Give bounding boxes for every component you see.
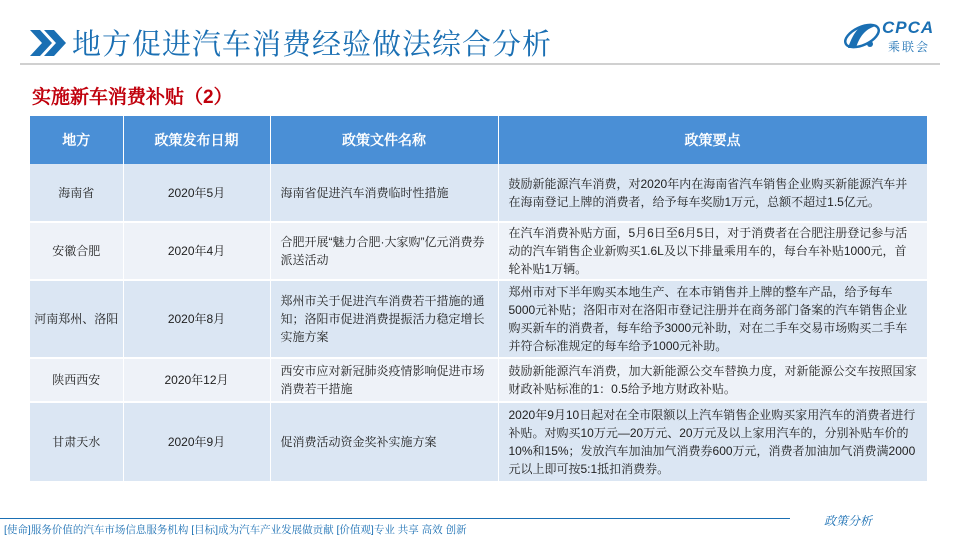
table-row <box>30 222 927 280</box>
cell-points: 鼓励新能源汽车消费，对2020年内在海南省汽车销售企业购买新能源汽车并在海南登记上牌的消费者，给予每车奖励1万元，总额不超过1.5亿元。 <box>498 164 927 222</box>
cell-date: 2020年5月 <box>123 164 270 222</box>
cell-document: 合肥开展“魅力合肥·大家购”亿元消费券派送活动 <box>270 222 498 280</box>
double-chevron-icon <box>28 28 68 58</box>
cpca-logo <box>840 14 940 60</box>
cell-region: 河南郑州、洛阳 <box>30 280 123 358</box>
policy-table <box>30 116 928 483</box>
table-header-row <box>30 116 927 164</box>
table-row <box>30 280 927 358</box>
column-header-document: 政策文件名称 <box>270 116 498 164</box>
cell-date: 2020年12月 <box>123 358 270 402</box>
cpca-logo-icon <box>840 14 884 58</box>
cell-region: 陕西西安 <box>30 358 123 402</box>
footer-mission-text: [使命]服务价值的汽车市场信息服务机构 [目标]成为汽车产业发展做贡献 [价值观]专业 共享 高效 创新 <box>4 524 467 536</box>
cell-date: 2020年4月 <box>123 222 270 280</box>
cell-region: 海南省 <box>30 164 123 222</box>
cell-document: 促消费活动资金奖补实施方案 <box>270 402 498 482</box>
column-header-points: 政策要点 <box>498 116 927 164</box>
cell-points: 鼓励新能源汽车消费，加大新能源公交车替换力度，对新能源公交车按照国家财政补贴标准的1：0.5给予地方财政补贴。 <box>498 358 927 402</box>
cell-region: 甘肃天水 <box>30 402 123 482</box>
cell-document: 西安市应对新冠肺炎疫情影响促进市场消费若干措施 <box>270 358 498 402</box>
cell-document: 海南省促进汽车消费临时性措施 <box>270 164 498 222</box>
cell-points: 在汽车消费补贴方面，5月6日至6月5日，对于消费者在合肥注册登记参与活动的汽车销售企业新购买1.6L及以下排量乘用车的，每台车补贴1000元，首轮补贴1万辆。 <box>498 222 927 280</box>
logo-subtext: 乘联会 <box>888 40 931 54</box>
cell-date: 2020年9月 <box>123 402 270 482</box>
column-header-region: 地方 <box>30 116 123 164</box>
title-divider <box>20 63 940 65</box>
logo-text: CPCA <box>882 18 935 37</box>
table-row <box>30 164 927 222</box>
footer-section-label: 政策分析 <box>823 514 872 528</box>
table-row <box>30 402 927 482</box>
section-title: 实施新车消费补贴（2） <box>32 87 233 108</box>
table-row <box>30 358 927 402</box>
header <box>0 0 960 70</box>
footer-divider <box>0 518 790 519</box>
cell-document: 郑州市关于促进汽车消费若干措施的通知；洛阳市促进消费提振活力稳定增长实施方案 <box>270 280 498 358</box>
cell-region: 安徽合肥 <box>30 222 123 280</box>
column-header-date: 政策发布日期 <box>123 116 270 164</box>
page-title: 地方促进汽车消费经验做法综合分析 <box>72 29 553 61</box>
cell-points: 2020年9月10日起对在全市限额以上汽车销售企业购买家用汽车的消费者进行补贴。对购买10万元—20万元、20万元及以上家用汽车的，分别补贴车价的10%和15%；发放汽车加油加气消费券600万元，消费者加油加气消费满2000元以上即可按5:1抵扣消费券。 <box>498 402 927 482</box>
cell-points: 郑州市对下半年购买本地生产、在本市销售并上牌的整车产品，给予每车5000元补贴；洛阳市对在洛阳市登记注册并在商务部门备案的汽车销售企业购买新车的消费者，每车给予3000元补助，对在二手车交易市场购买二手车并符合标准规定的每车给予1000元补助。 <box>498 280 927 358</box>
cell-date: 2020年8月 <box>123 280 270 358</box>
